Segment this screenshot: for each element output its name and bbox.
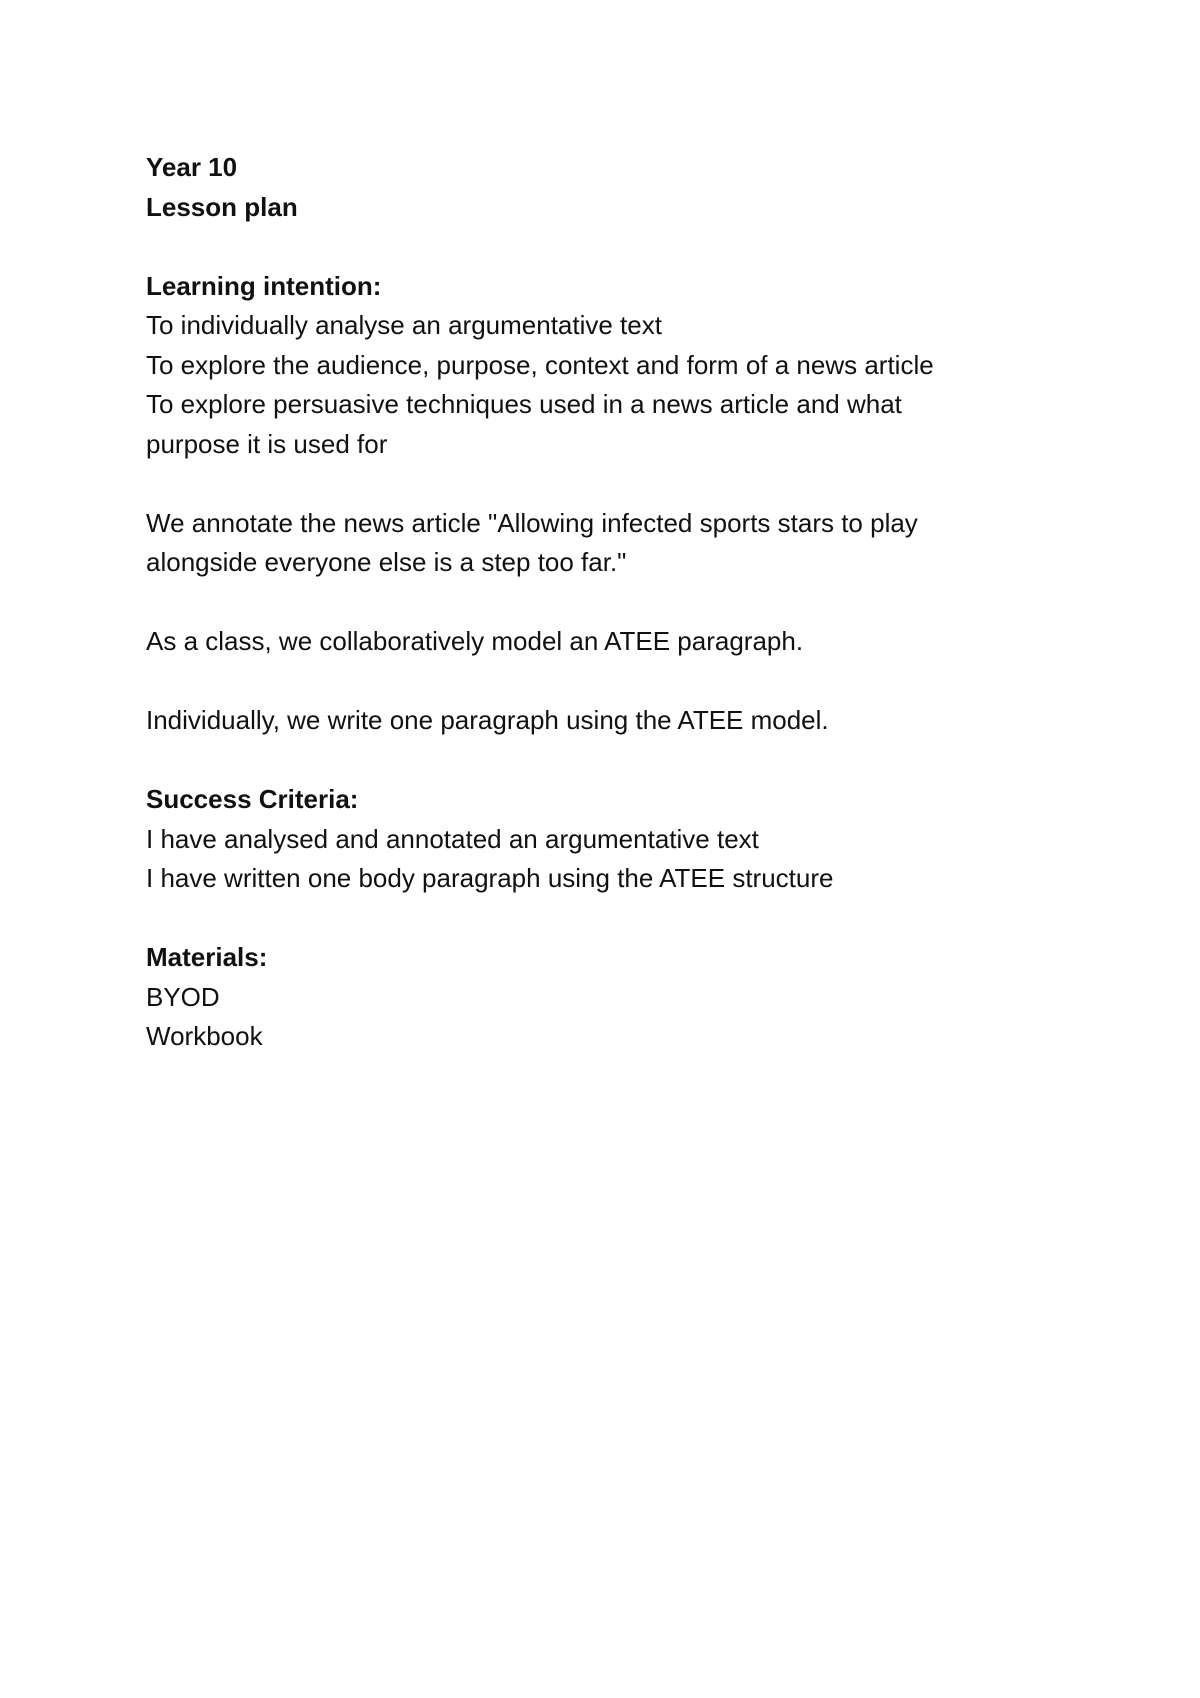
materials-item: Workbook (146, 1021, 263, 1051)
learning-intention-item: To individually analyse an argumentative text (146, 310, 662, 340)
document-title: Lesson plan (146, 191, 298, 222)
spacer (146, 464, 1106, 504)
spacer (146, 583, 1106, 623)
learning-intention-heading: Learning intention: (146, 270, 382, 301)
lesson-plan-document (146, 148, 1106, 1057)
materials-heading: Materials: (146, 942, 268, 972)
model-activity: As a class, we collaboratively model an ATEE paragraph. (146, 626, 804, 656)
annotate-activity-line: We annotate the news article "Allowing infected sports stars to play (146, 507, 918, 538)
learning-intention-item: To explore persuasive techniques used in a news article and what (146, 389, 902, 419)
annotate-activity-line: alongside everyone else is a step too far." (146, 547, 627, 577)
spacer (146, 741, 1106, 781)
spacer (146, 227, 1106, 267)
spacer (146, 899, 1106, 939)
materials-item: BYOD (146, 981, 220, 1012)
year-label: Year 10 (146, 152, 238, 182)
learning-intention-item-continued: purpose it is used for (146, 428, 388, 459)
success-criteria-item: I have written one body paragraph using the ATEE structure (146, 863, 834, 893)
success-criteria-item: I have analysed and annotated an argumentative text (146, 823, 759, 854)
individual-activity: Individually, we write one paragraph using the ATEE model. (146, 705, 829, 735)
spacer (146, 662, 1106, 702)
learning-intention-item: To explore the audience, purpose, context and form of a news article (146, 349, 934, 380)
success-criteria-heading: Success Criteria: (146, 784, 359, 814)
